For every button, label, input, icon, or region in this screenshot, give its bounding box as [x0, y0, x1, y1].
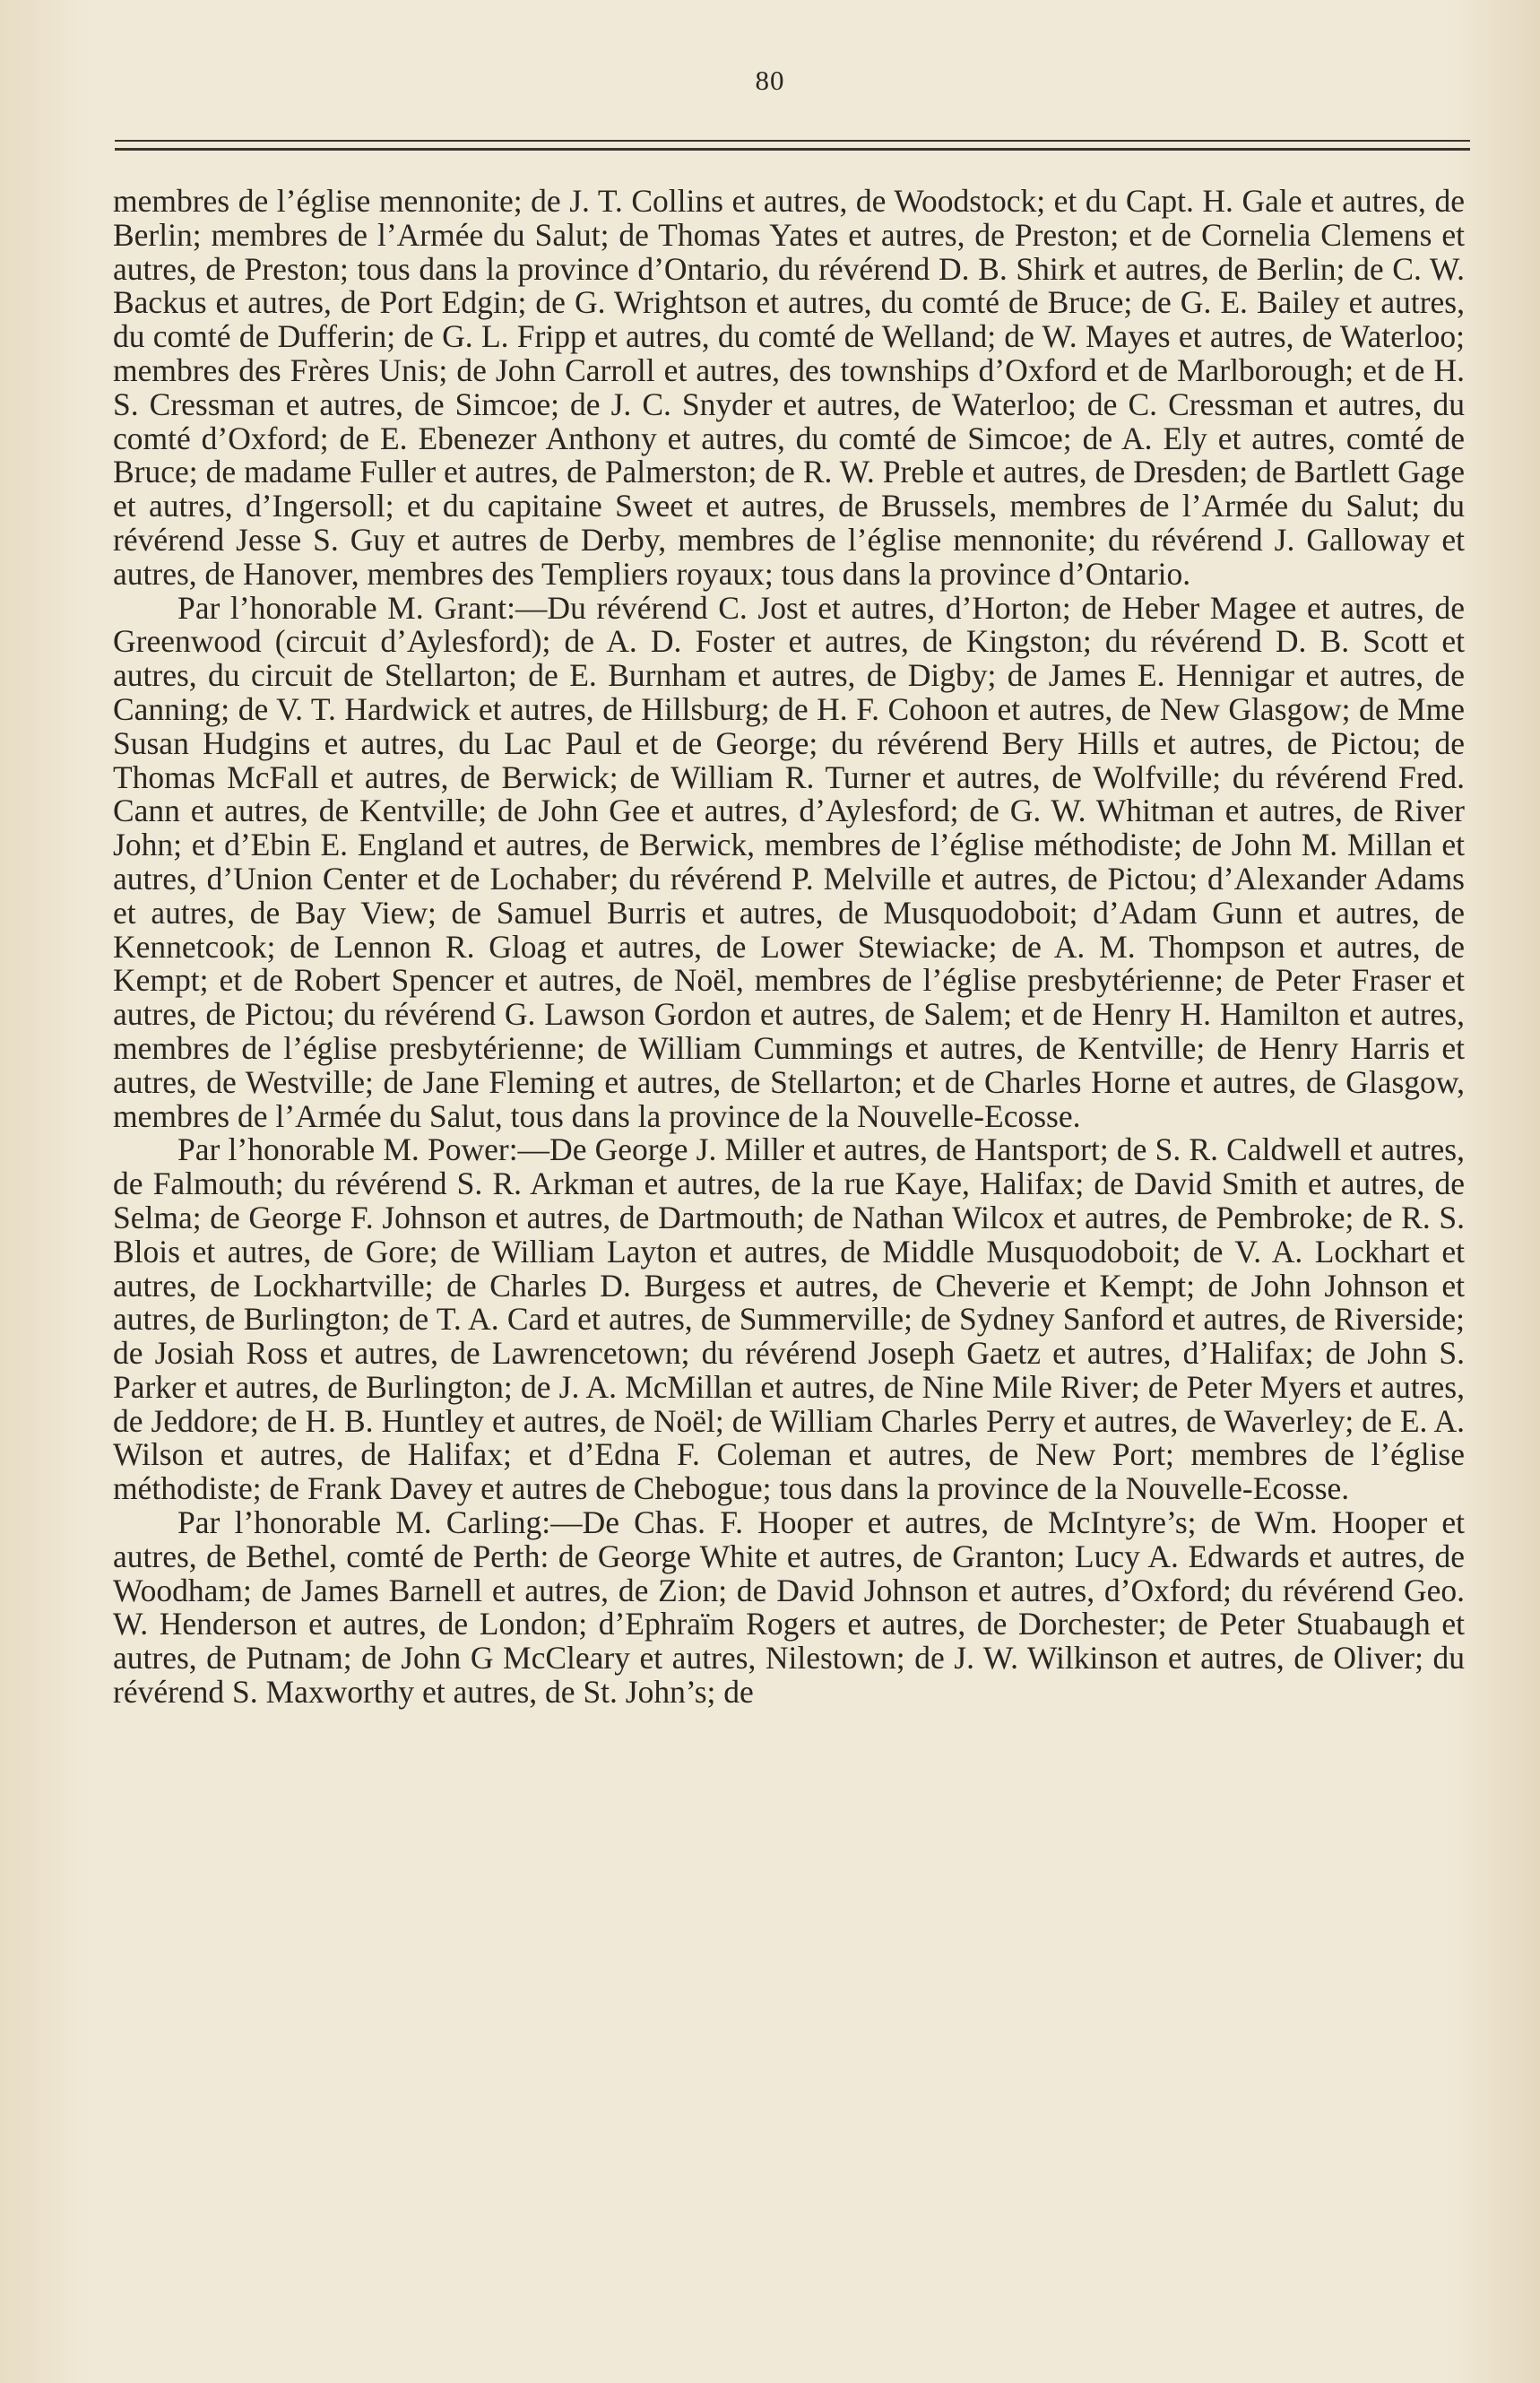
header-rule [115, 140, 1470, 152]
header-rule-thick [115, 148, 1470, 151]
page-number: 80 [755, 65, 785, 96]
header-rule-thin [115, 140, 1470, 142]
paragraph-grant: Par l’honorable M. Grant:—Du révérend C. Jost et autres, d’Horton; de Heber Magee et autres, de Greenwood (circuit d’Aylesford); de A. D. Foster et autres, de Kingston; du révérend D. B. Scott et autres, du circuit de Stellarton; de E. Burnham et autres, de Digby; de James E. Hennigar et autres, de Canning; de V. T. Hardwick et autres, de Hillsburg; de H. F. Cohoon et autres, de New Glasgow; de Mme Susan Hudgins et autres, du Lac Paul et de George; du révérend Bery Hills et autres, de Pictou; de Thomas McFall et autres, de Berwick; de William R. Turner et autres, de Wolfville; du révérend Fred. Cann et autres, de Kentville; de John Gee et autres, d’Aylesford; de G. W. Whitman et autres, de River John; et d’Ebin E. England et autres, de Berwick, membres de l’église méthodiste; de John M. Millan et autres, d’Union Center et de Lochaber; du révérend P. Melville et autres, de Pictou; d’Alexander Adams et autres, de Bay View; de Samuel Burris et autres, de Musquodoboit; d’Adam Gunn et autres, de Kennetcook; de Lennon R. Gloag et autres, de Lower Stewiacke; de A. M. Thompson et autres, de Kempt; et de Robert Spencer et autres, de Noël, membres de l’église presbytérienne; de Peter Fraser et autres, de Pictou; du révérend G. Lawson Gordon et autres, de Salem; et de Henry H. Hamilton et autres, membres de l’église presbytérienne; de William Cummings et autres, de Kentville; de Henry Harris et autres, de Westville; de Jane Fleming et autres, de Stellarton; et de Charles Horne et autres, de Glasgow, membres de l’Armée du Salut, tous dans la province de la Nouvelle-Ecosse. [113, 589, 1465, 1134]
body-text [113, 185, 1465, 1710]
paragraph-carling: Par l’honorable M. Carling:—De Chas. F. Hooper et autres, de McIntyre’s; de Wm. Hooper et autres, de Bethel, comté de Perth: de George White et autres, de Granton; Lucy A. Edwards et autres, de Woodham; de James Barnell et autres, de Zion; de David Johnson et autres, d’Oxford; du révérend Geo. W. Henderson et autres, de London; d’Ephraïm Rogers et autres, de Dorchester; de Peter Stuabaugh et autres, de Putnam; de John G McCleary et autres, Nilestown; de J. W. Wilkinson et autres, de Oliver; du révérend S. Maxworthy et autres, de St. John’s; de [113, 1504, 1465, 1711]
paragraph-continuation: membres de l’église mennonite; de J. T. Collins et autres, de Woodstock; et du Capt. H. Gale et autres, de Berlin; membres de l’Armée du Salut; de Thomas Yates et autres, de Preston; et de Cornelia Clemens et autres, de Preston; tous dans la province d’Ontario, du révérend D. B. Shirk et autres, de Berlin; de C. W. Backus et autres, de Port Edgin; de G. Wrightson et autres, du comté de Bruce; de G. E. Bailey et autres, du comté de Dufferin; de G. L. Fripp et autres, du comté de Welland; de W. Mayes et autres, de Waterloo; membres des Frères Unis; de John Carroll et autres, des townships d’Oxford et de Marlborough; et de H. S. Cressman et autres, de Simcoe; de J. C. Snyder et autres, de Waterloo; de C. Cressman et autres, du comté d’Oxford; de E. Ebenezer Anthony et autres, du comté de Simcoe; de A. Ely et autres, comté de Bruce; de madame Fuller et autres, de Palmerston; de R. W. Preble et autres, de Dresden; de Bartlett Gage et autres, d’Ingersoll; et du capitaine Sweet et autres, de Brussels, membres de l’Armée du Salut; du révérend Jesse S. Guy et autres de Derby, membres de l’église mennonite; du révérend J. Galloway et autres, de Hanover, membres des Templiers royaux; tous dans la province d’Ontario. [113, 183, 1465, 592]
paragraph-power: Par l’honorable M. Power:—De George J. Miller et autres, de Hantsport; de S. R. Caldwell et autres, de Falmouth; du révérend S. R. Arkman et autres, de la rue Kaye, Halifax; de David Smith et autres, de Selma; de George F. Johnson et autres, de Dartmouth; de Nathan Wilcox et autres, de Pembroke; de R. S. Blois et autres, de Gore; de William Layton et autres, de Middle Musquodoboit; de V. A. Lockhart et autres, de Lockhartville; de Charles D. Burgess et autres, de Cheverie et Kempt; de John Johnson et autres, de Burlington; de T. A. Card et autres, de Summerville; de Sydney Sanford et autres, de Riverside; de Josiah Ross et autres, de Lawrencetown; du révérend Joseph Gaetz et autres, d’Halifax; de John S. Parker et autres, de Burlington; de J. A. McMillan et autres, de Nine Mile River; de Peter Myers et autres, de Jeddore; de H. B. Huntley et autres, de Noël; de William Charles Perry et autres, de Waverley; de E. A. Wilson et autres, de Halifax; et d’Edna F. Coleman et autres, de New Port; membres de l’église méthodiste; de Frank Davey et autres de Chebogue; tous dans la province de la Nouvelle-Ecosse. [113, 1131, 1465, 1507]
